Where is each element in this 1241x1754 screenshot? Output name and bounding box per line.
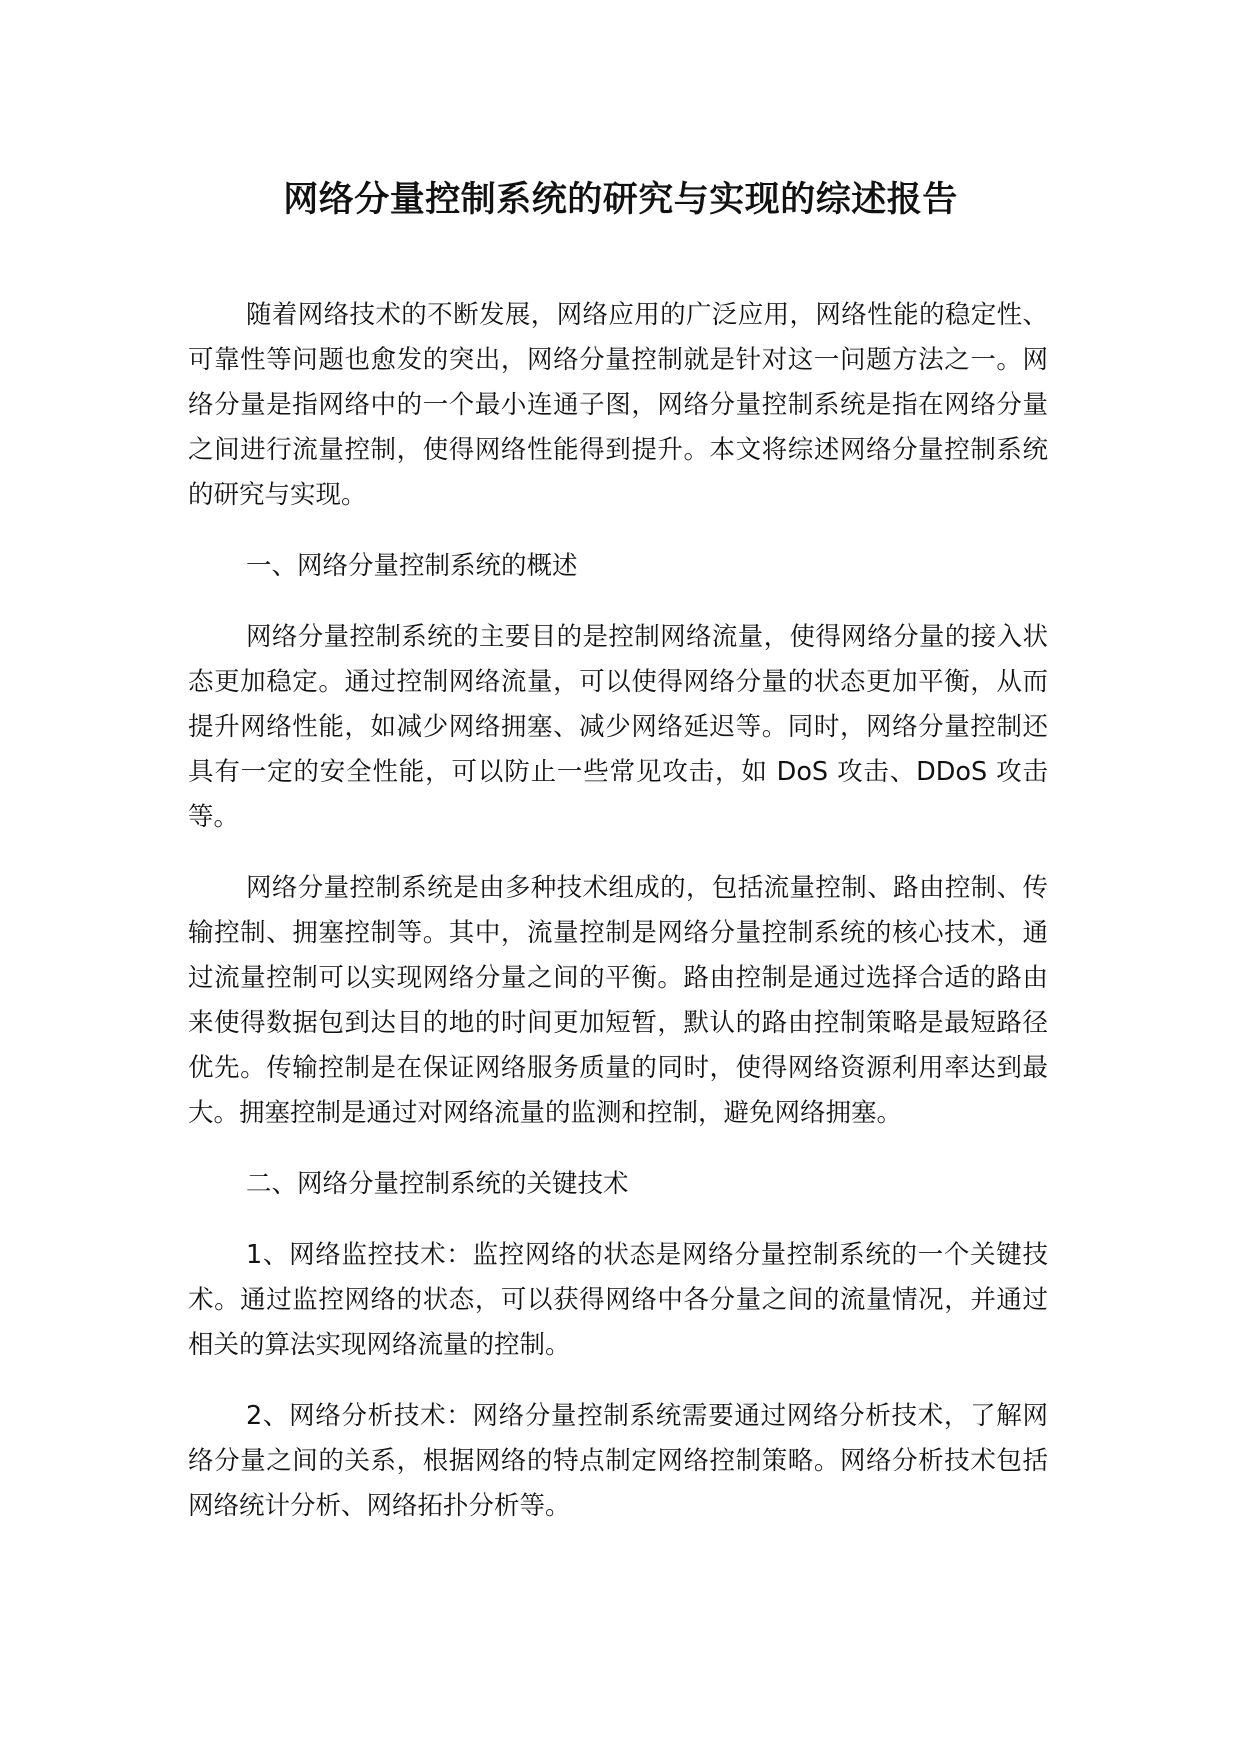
- document-title: 网络分量控制系统的研究与实现的综述报告: [283, 180, 958, 220]
- paragraph-overview-purpose: 网络分量控制系统的主要目的是控制网络流量，使得网络分量的接入状态更加稳定。通过控制网络流量，可以使得网络分量的状态更加平衡，从而提升网络性能，如减少网络拥塞、减少网络延迟等。同时，网络分量控制还具有一定的安全性能，可以防止一些常见攻击，如 DoS 攻击、DDoS 攻击等。: [188, 622, 1048, 832]
- section-heading-overview: 一、网络分量控制系统的概述: [246, 551, 578, 581]
- paragraph-analysis-technology: 2、网络分析技术：网络分量控制系统需要通过网络分析技术，了解网络分量之间的关系，根据网络的特点制定网络控制策略。网络分析技术包括网络统计分析、网络拓扑分析等。: [188, 1401, 1048, 1521]
- section-heading-key-technologies: 二、网络分量控制系统的关键技术: [246, 1169, 629, 1199]
- paragraph-monitoring-technology: 1、网络监控技术：监控网络的状态是网络分量控制系统的一个关键技术。通过监控网络的状态，可以获得网络中各分量之间的流量情况，并通过相关的算法实现网络流量的控制。: [188, 1240, 1048, 1360]
- paragraph-intro: 随着网络技术的不断发展，网络应用的广泛应用，网络性能的稳定性、可靠性等问题也愈发的突出，网络分量控制就是针对这一问题方法之一。网络分量是指网络中的一个最小连通子图，网络分量控制系统是指在网络分量之间进行流量控制，使得网络性能得到提升。本文将综述网络分量控制系统的研究与实现。: [188, 300, 1048, 510]
- paragraph-overview-components: 网络分量控制系统是由多种技术组成的，包括流量控制、路由控制、传输控制、拥塞控制等。其中，流量控制是网络分量控制系统的核心技术，通过流量控制可以实现网络分量之间的平衡。路由控制是通过选择合适的路由来使得数据包到达目的地的时间更加短暂，默认的路由控制策略是最短路径优先。传输控制是在保证网络服务质量的同时，使得网络资源利用率达到最大。拥塞控制是通过对网络流量的监测和控制，避免网络拥塞。: [188, 873, 1048, 1128]
- document-body: [188, 293, 1048, 1555]
